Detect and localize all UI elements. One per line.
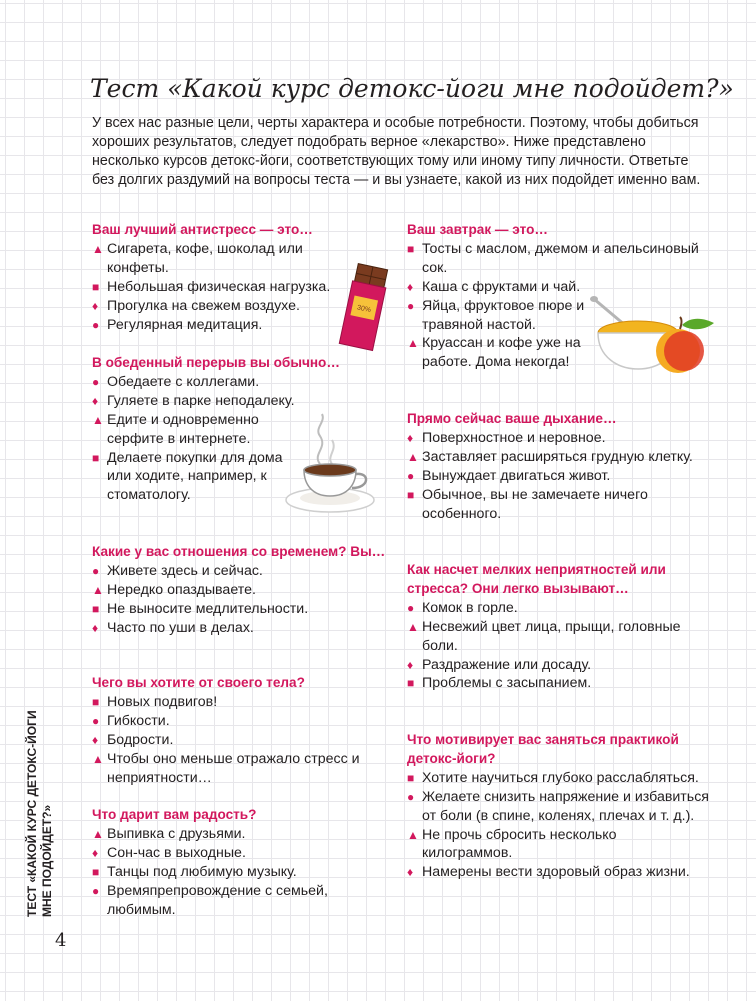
marker-diamond: ♦ [92, 845, 99, 860]
chocolate-bar-illustration [335, 262, 395, 357]
answer-item: ● Гибкости. [92, 712, 170, 729]
answer-item: ● Яйца, фруктовое пюре и травяной настой. [407, 297, 585, 333]
question-body [92, 674, 392, 787]
marker-diamond: ♦ [92, 732, 99, 747]
answer-item: ▲ Нередко опаздываете. [92, 581, 256, 598]
marker-circle: ● [92, 374, 100, 389]
answer-item: ♦ Сон-час в выходные. [92, 844, 246, 861]
answer-item: ■ Делаете покупки для дома или ходите, например, к стоматологу. [92, 449, 283, 504]
marker-triangle: ▲ [407, 827, 419, 842]
question-title: Что дарит вам радость? [92, 807, 257, 822]
marker-circle: ● [407, 789, 415, 804]
answer-item: ■ Новых подвигов! [92, 693, 218, 710]
marker-triangle: ▲ [92, 582, 104, 597]
answer-item: ▲ Не прочь сбросить несколько килограммов. [407, 826, 617, 862]
marker-square: ■ [92, 864, 100, 879]
page-title: Тест «Какой курс детокс-йоги мне подойдет?» [90, 74, 734, 103]
marker-circle: ● [407, 468, 415, 483]
marker-triangle: ▲ [407, 449, 419, 464]
marker-square: ■ [407, 487, 415, 502]
marker-square: ■ [92, 279, 100, 294]
marker-diamond: ♦ [92, 620, 99, 635]
marker-square: ■ [407, 241, 415, 256]
answer-item: ● Регулярная медитация. [92, 316, 263, 333]
marker-diamond: ♦ [407, 865, 414, 880]
answer-item: ♦ Часто по уши в делах. [92, 619, 254, 636]
answer-item: ▲ Заставляет расширяться грудную клетку. [407, 448, 693, 465]
answer-item: ■ Тосты с маслом, джемом и апельсиновый сок. [407, 240, 699, 276]
question-title: Что мотивирует вас заняться практикой детокс-йоги? [407, 732, 679, 766]
side-title-line-2: МНЕ ПОДОЙДЕТ?» [40, 804, 54, 917]
answer-item: ■ Проблемы с засыпанием. [407, 675, 592, 692]
question-breathing [407, 410, 707, 523]
marker-triangle: ▲ [407, 336, 419, 351]
side-title-line-1: ТЕСТ «КАКОЙ КУРС ДЕТОКС-ЙОГИ [25, 710, 39, 917]
marker-circle: ● [407, 298, 415, 313]
marker-square: ■ [92, 450, 100, 465]
marker-circle: ● [407, 600, 415, 615]
coffee-cup-illustration [282, 412, 382, 517]
answer-item: ● Вынуждает двигаться живот. [407, 467, 611, 484]
answer-item: ♦ Намерены вести здоровый образ жизни. [407, 864, 690, 881]
question-title: Ваш лучший антистресс — это… [92, 222, 313, 237]
answer-item: ▲ Выпивка с друзьями. [92, 825, 246, 842]
answer-item: ▲ Чтобы оно меньше отражало стресс и неприятности… [92, 750, 360, 786]
answer-item: ■ Обычное, вы не замечаете ничего особенного. [407, 486, 648, 522]
intro-paragraph: У всех нас разные цели, черты характера и особые потребности. Поэтому, чтобы добиться хороших результатов, следует подобрать верное «лекарство». Ниже представлено несколько курсов детокс-йоги, соответствующих тому или иному типу личности. Ответьте без долгих раздумий на вопросы теста — и вы узнаете, какой из них подойдет именно вам. [92, 115, 701, 188]
marker-diamond: ♦ [407, 430, 414, 445]
question-stress [407, 561, 707, 693]
answer-item: ● Желаете снизить напряжение и избавиться от боли (в спине, коленях, плечах и т. д.). [407, 788, 709, 824]
marker-square: ■ [92, 601, 100, 616]
question-motivation [407, 731, 707, 882]
side-running-title [25, 587, 54, 917]
answer-item: ● Живете здесь и сейчас. [92, 562, 263, 579]
question-title: Какие у вас отношения со временем? Вы… [92, 544, 386, 559]
answer-item: ▲ Круассан и кофе уже на работе. Дома некогда! [407, 335, 581, 371]
marker-square: ■ [407, 770, 415, 785]
marker-circle: ● [92, 317, 100, 332]
marker-triangle: ▲ [92, 826, 104, 841]
marker-diamond: ♦ [92, 298, 99, 313]
question-title: Чего вы хотите от своего тела? [92, 675, 305, 690]
marker-diamond: ♦ [407, 279, 414, 294]
question-joy [92, 806, 392, 919]
marker-circle: ● [92, 883, 100, 898]
answer-item: ■ Небольшая физическая нагрузка. [92, 278, 331, 295]
answer-item: ■ Танцы под любимую музыку. [92, 863, 297, 880]
marker-square: ■ [407, 676, 415, 691]
marker-diamond: ♦ [407, 657, 414, 672]
answer-item: ▲ Сигарета, кофе, шоколад или конфеты. [92, 240, 303, 276]
question-title: В обеденный перерыв вы обычно… [92, 355, 340, 370]
answer-item: ● Времяпрепровождение с семьей, любимым. [92, 882, 328, 918]
marker-square: ■ [92, 694, 100, 709]
answer-item: ● Обедаете с коллегами. [92, 373, 260, 390]
question-title: Прямо сейчас ваше дыхание… [407, 411, 617, 426]
answer-item: ■ Хотите научиться глубоко расслабляться. [407, 769, 699, 786]
question-time [92, 543, 392, 638]
answer-item: ♦ Бодрости. [92, 731, 174, 748]
answer-item: ● Комок в горле. [407, 599, 518, 616]
marker-triangle: ▲ [407, 619, 419, 634]
marker-triangle: ▲ [92, 241, 104, 256]
page-number: 4 [55, 930, 67, 951]
answer-item: ♦ Раздражение или досаду. [407, 656, 592, 673]
answer-item: ▲ Несвежий цвет лица, прыщи, головные боли. [407, 618, 681, 654]
porridge-bowl-apple-illustration [590, 295, 715, 380]
marker-circle: ● [92, 713, 100, 728]
answer-item: ♦ Поверхностное и неровное. [407, 429, 606, 446]
question-title: Ваш завтрак — это… [407, 222, 548, 237]
answer-item: ♦ Прогулка на свежем воздухе. [92, 297, 300, 314]
question-title: Как насчет мелких неприятностей или стресса? Они легко вызывают… [407, 562, 666, 596]
marker-triangle: ▲ [92, 751, 104, 766]
marker-triangle: ▲ [92, 412, 104, 427]
marker-diamond: ♦ [92, 393, 99, 408]
chocolate-label: 30% [356, 304, 372, 315]
marker-circle: ● [92, 563, 100, 578]
answer-item: ■ Не выносите медлительности. [92, 600, 309, 617]
answer-item: ♦ Гуляете в парке неподалеку. [92, 392, 295, 409]
answer-item: ▲ Едите и одновременно серфите в интернете. [92, 411, 259, 447]
answer-item: ♦ Каша с фруктами и чай. [407, 278, 581, 295]
